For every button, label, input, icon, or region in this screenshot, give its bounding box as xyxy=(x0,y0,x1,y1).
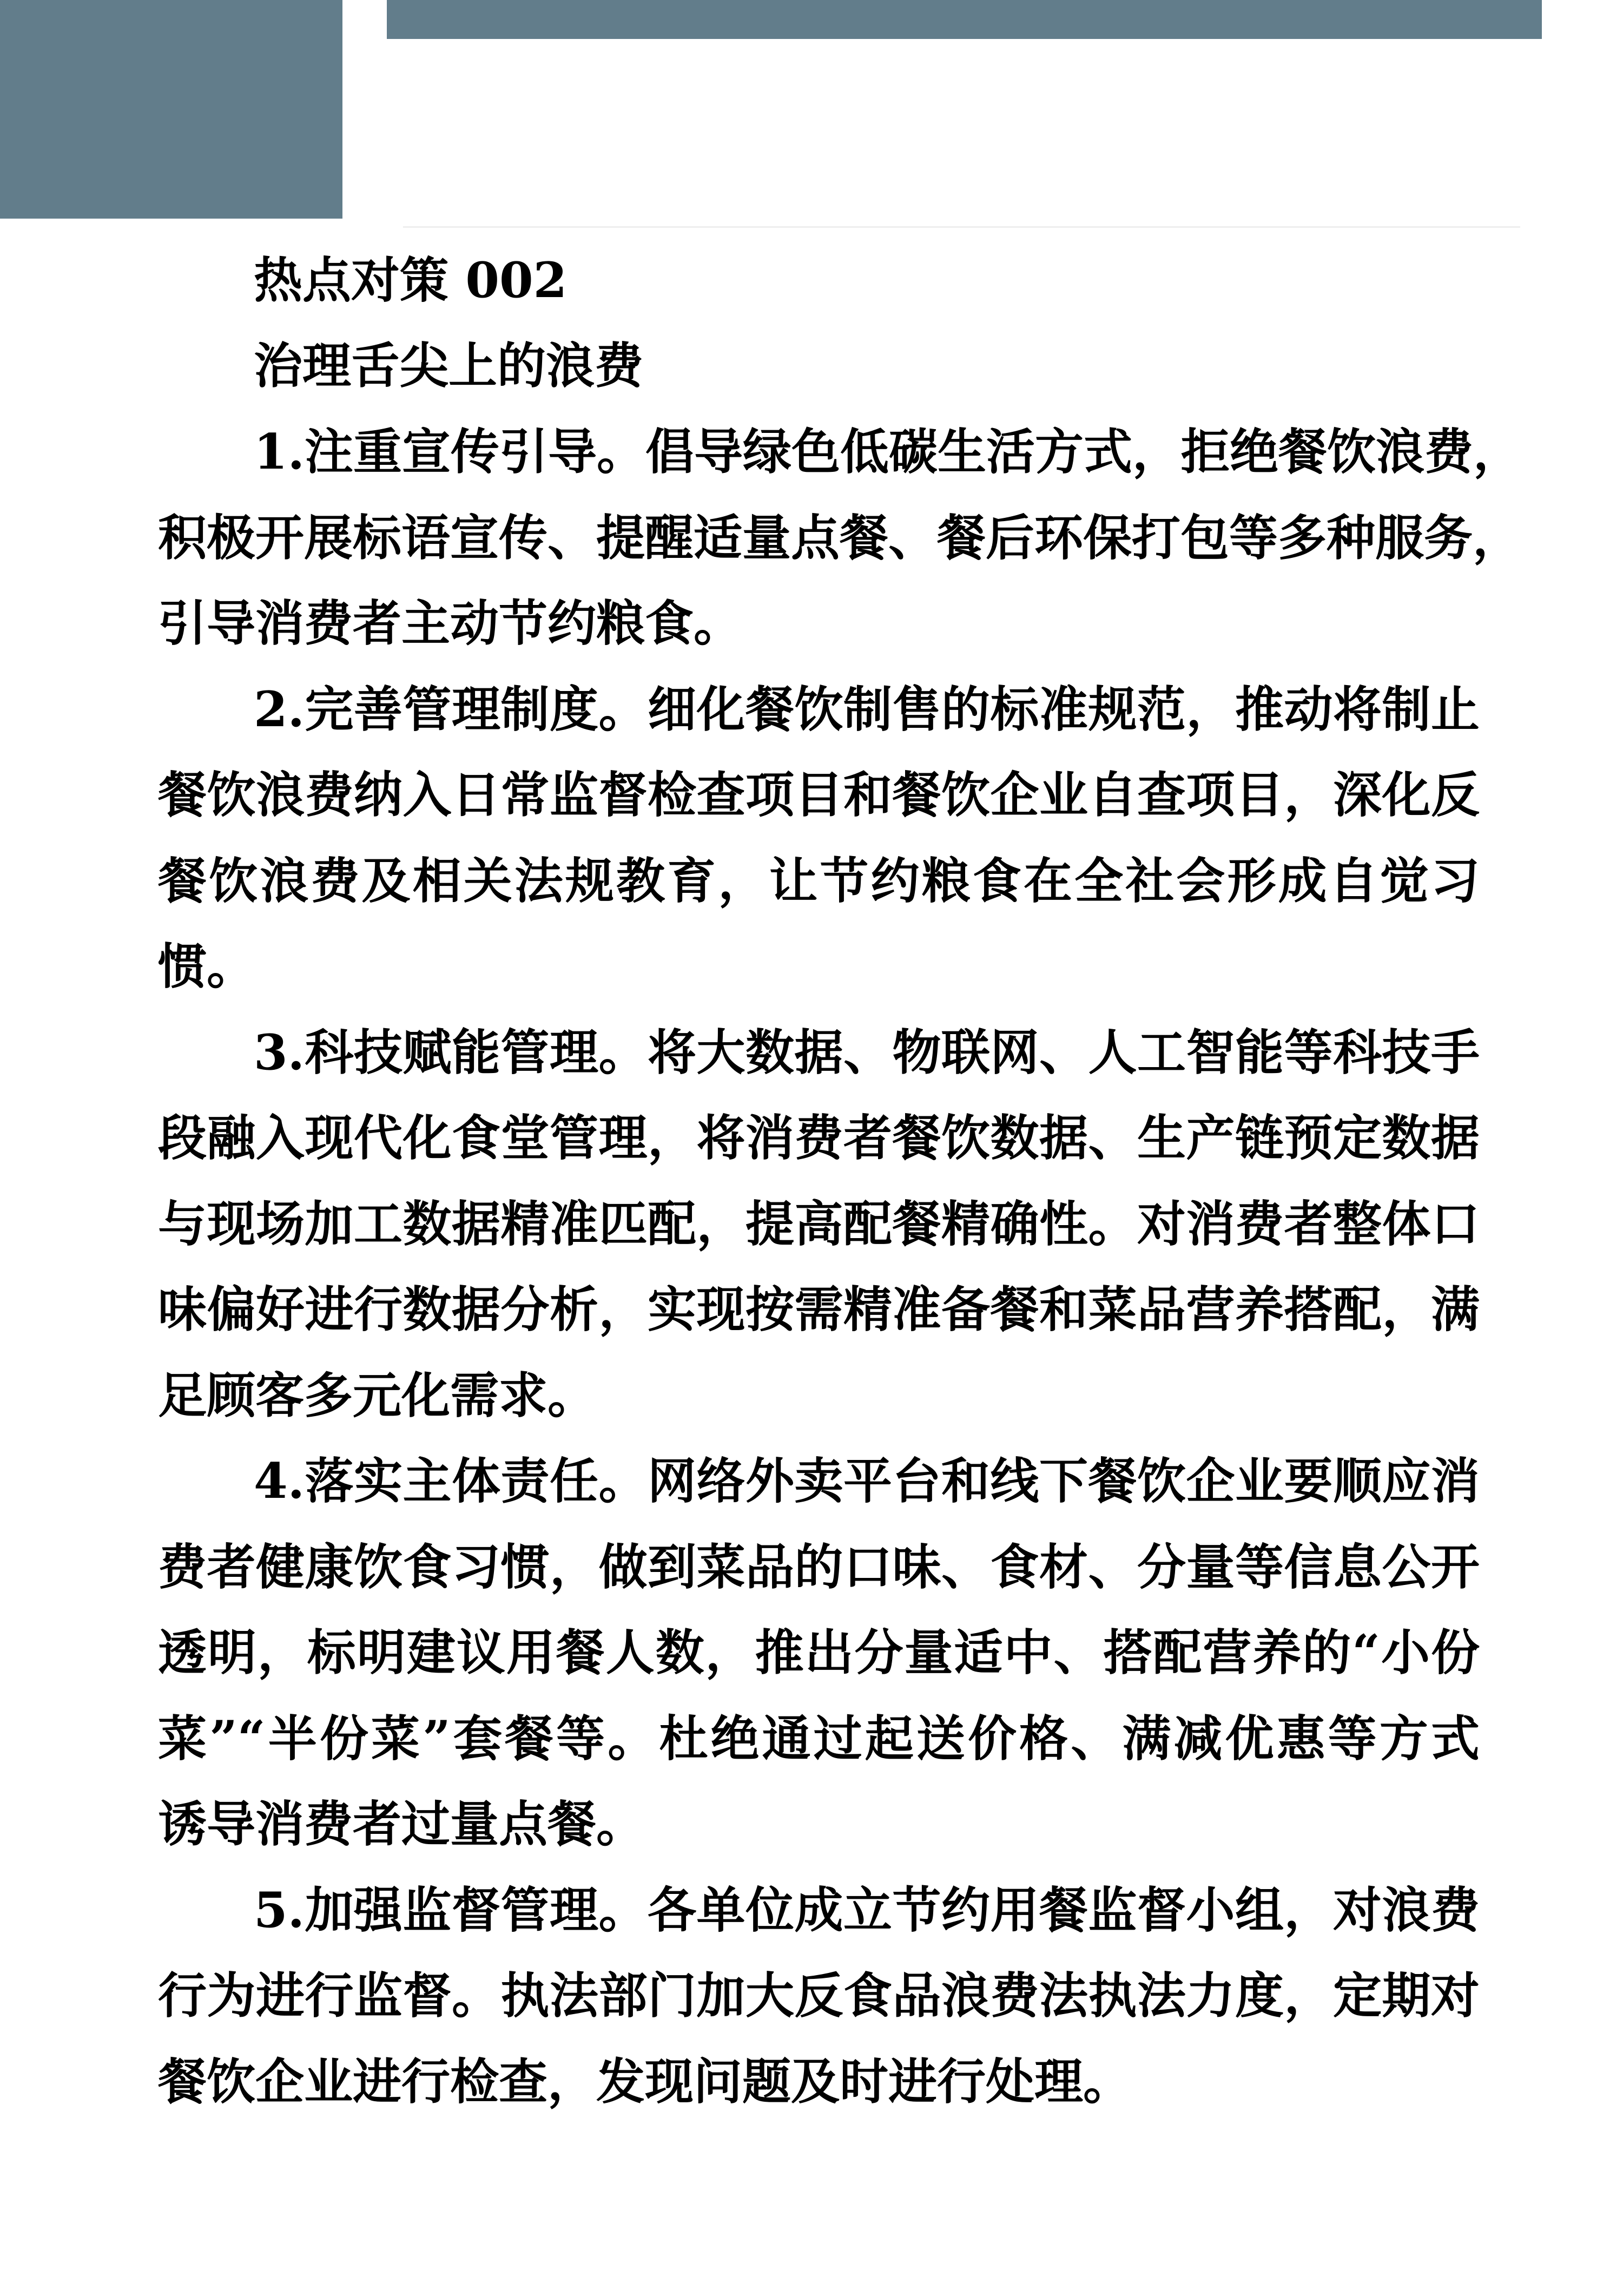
divider-line xyxy=(403,226,1520,228)
paragraph-line: 段融入现代化食堂管理，将消费者餐饮数据、生产链预定数据 xyxy=(158,1109,1480,1167)
paragraph-line: 与现场加工数据精准匹配，提高配餐精确性。对消费者整体口 xyxy=(158,1195,1480,1253)
paragraph-line: 餐饮浪费及相关法规教育，让节约粮食在全社会形成自觉习 xyxy=(158,852,1480,910)
document-title: 治理舌尖上的浪费 xyxy=(254,337,643,394)
paragraph-line: 4.落实主体责任。网络外卖平台和线下餐饮企业要顺应消 xyxy=(254,1452,1480,1510)
paragraph-line: 5.加强监督管理。各单位成立节约用餐监督小组，对浪费 xyxy=(254,1881,1480,1939)
decorative-block-left xyxy=(0,0,342,219)
paragraph-line: 味偏好进行数据分析，实现按需精准备餐和菜品营养搭配，满 xyxy=(158,1281,1480,1338)
paragraph-line: 积极开展标语宣传、提醒适量点餐、餐后环保打包等多种服务， xyxy=(158,509,1521,567)
paragraph-line: 透明，标明建议用餐人数，推出分量适中、搭配营养的“小份 xyxy=(158,1624,1480,1681)
section-code: 热点对策 002 xyxy=(254,252,568,309)
paragraph-line: 诱导消费者过量点餐。 xyxy=(158,1795,645,1853)
paragraph-line: 2.完善管理制度。细化餐饮制售的标准规范，推动将制止 xyxy=(254,680,1480,738)
paragraph-line: 菜”“半份菜”套餐等。杜绝通过起送价格、满减优惠等方式 xyxy=(158,1709,1480,1767)
paragraph-line: 足顾客多元化需求。 xyxy=(158,1366,596,1424)
paragraph-line: 惯。 xyxy=(158,938,255,995)
paragraph-line: 3.科技赋能管理。将大数据、物联网、人工智能等科技手 xyxy=(254,1023,1480,1081)
paragraph-line: 行为进行监督。执法部门加大反食品浪费法执法力度，定期对 xyxy=(158,1967,1480,2024)
paragraph-line: 餐饮企业进行检查，发现问题及时进行处理。 xyxy=(158,2052,1132,2110)
paragraph-line: 1.注重宣传引导。倡导绿色低碳生活方式，拒绝餐饮浪费， xyxy=(254,423,1522,481)
paragraph-line: 引导消费者主动节约粮食。 xyxy=(158,595,742,652)
paragraph-line: 餐饮浪费纳入日常监督检查项目和餐饮企业自查项目，深化反 xyxy=(158,766,1480,824)
decorative-bar-top xyxy=(387,0,1542,39)
paragraph-line: 费者健康饮食习惯，做到菜品的口味、食材、分量等信息公开 xyxy=(158,1538,1480,1596)
